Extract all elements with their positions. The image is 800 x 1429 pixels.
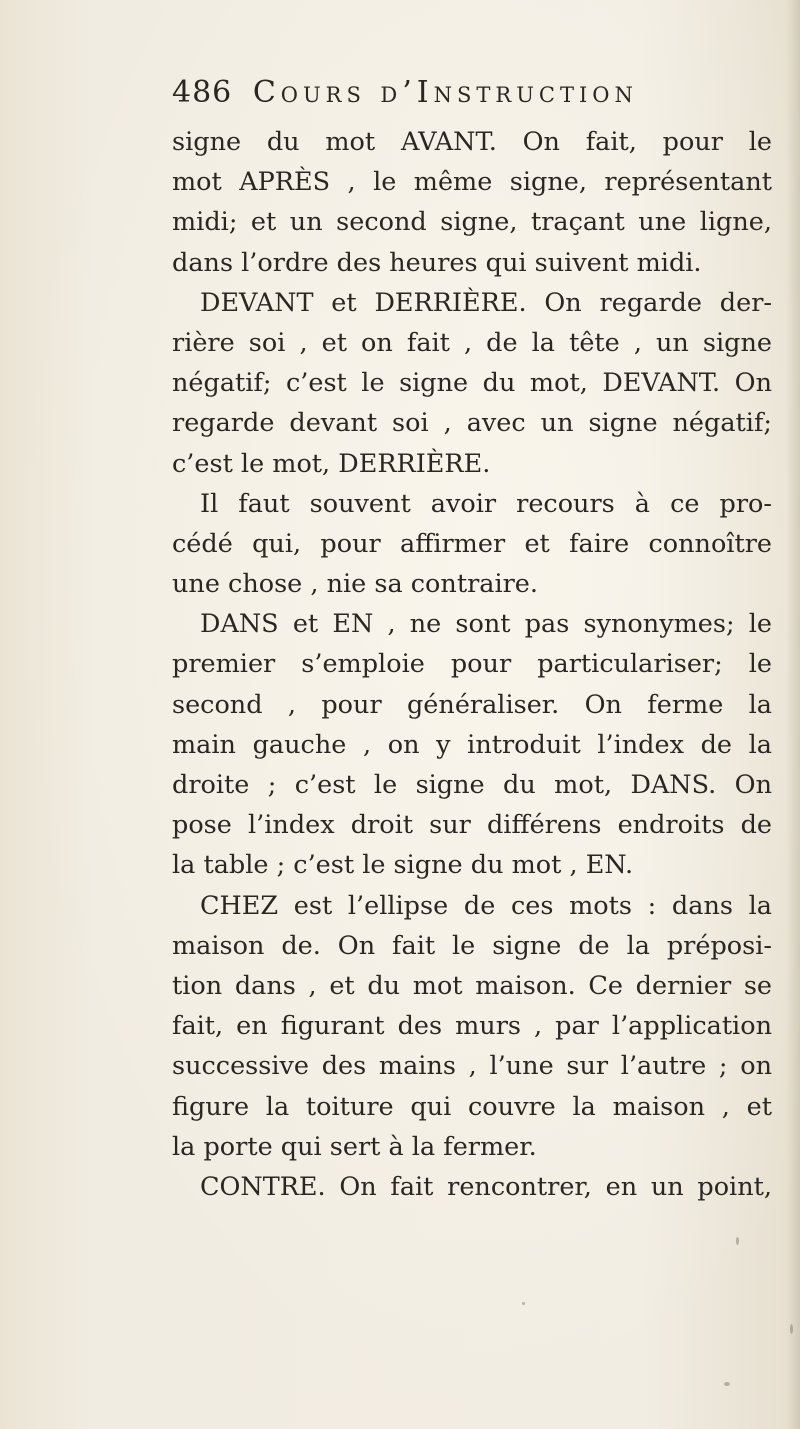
text-line: successive des mains , l’une sur l’autre ; on [172,1051,772,1082]
text-line: DEVANT et DERRIÈRE. On regarde der- [200,287,772,318]
paper-speck [522,1302,525,1305]
text-line: fait, en figurant des murs , par l’application [172,1011,772,1042]
text-line: négatif; c’est le signe du mot, DEVANT. On [172,368,772,399]
paper-speck [736,1237,739,1245]
text-line: signe du mot AVANT. On fait, pour le [172,127,772,157]
text-line: maison de. On fait le signe de la préposi- [172,930,772,961]
text-line: c’est le mot, DERRIÈRE. [172,448,491,479]
text-line: dans l’ordre des heures qui suivent midi. [172,247,702,278]
text-line: cédé qui, pour affirmer et faire connoître [172,528,772,559]
text-line: mot APRÈS , le même signe, représentant [172,167,772,198]
text-line: une chose , nie sa contraire. [172,569,539,600]
text-line: tion dans , et du mot maison. Ce dernier se [172,970,772,1001]
body-text [172,122,772,1207]
text-line: Il faut souvent avoir recours à ce pro- [200,488,772,519]
page-edge-shadow [786,0,800,1429]
text-line: midi; et un second signe, traçant une ligne, [172,207,772,238]
text-line: regarde devant soi , avec un signe négatif; [172,408,772,439]
text-line: CONTRE. On fait rencontrer, en un point, [200,1171,772,1202]
text-line: rière soi , et on fait , de la tête , un signe [172,327,772,358]
text-line: la table ; c’est le signe du mot , EN. [172,850,634,881]
page-header [172,75,712,121]
text-line: pose l’index droit sur différens endroits de [172,810,772,841]
paper-speck [790,1324,793,1334]
text-line: premier s’emploie pour particulariser; le [172,649,772,680]
text-line: DANS et EN , ne sont pas synonymes; le [200,609,772,640]
text-line: CHEZ est l’ellipse de ces mots : dans la [200,890,772,921]
page-number: 486 [172,75,233,110]
text-line: droite ; c’est le signe du mot, DANS. On [172,770,772,800]
text-line: second , pour généraliser. On ferme la [172,689,772,720]
paper-speck [724,1382,730,1386]
text-line: figure la toiture qui couvre la maison , et [172,1091,772,1122]
running-title: Cours d’Instruction [252,75,638,110]
text-line: main gauche , on y introduit l’index de la [172,729,772,760]
text-line: la porte qui sert à la fermer. [172,1131,537,1162]
